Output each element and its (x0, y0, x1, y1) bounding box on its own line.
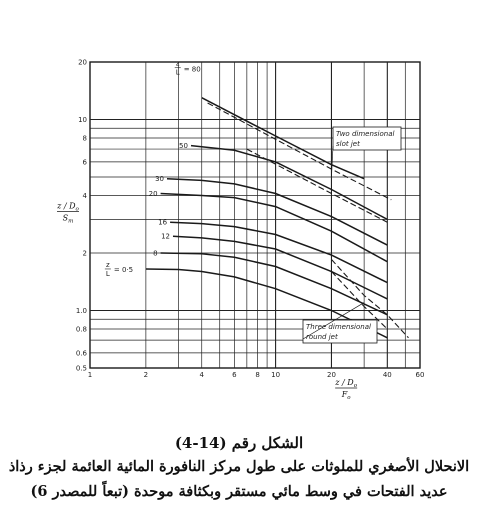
series-line (170, 222, 387, 282)
caption-line-2: عديد الفتحات في وسط مائي مستقر وبكثافة موحدة (تبعاً للمصدر 6) (30, 483, 448, 500)
reference-dashed-line (208, 103, 395, 200)
y-axis-label-numerator: z / $D_o$ (57, 201, 79, 213)
series-label: 8 (153, 249, 158, 258)
x-tick-label: 2 (143, 371, 149, 379)
series-label: 50 (179, 142, 188, 151)
axis-labels (56, 201, 358, 401)
data-series (114, 66, 387, 338)
y-tick-label: 1.0 (75, 307, 87, 316)
round-jet-label-line-1: Three dimensional (306, 323, 371, 331)
series-label: = 80 (183, 65, 201, 74)
series-label: = 0·5 (113, 265, 134, 274)
x-tick-label: 1 (87, 371, 93, 379)
figure-caption (0, 430, 478, 521)
y-tick-label: 4 (82, 192, 87, 201)
y-tick-label: 20 (78, 58, 87, 67)
x-tick-label: 6 (232, 371, 237, 379)
series-label: 16 (158, 218, 168, 227)
series-label: 20 (148, 189, 158, 198)
x-axis-label-numerator: z / $D_o$ (335, 378, 358, 389)
ratio-numerator-bottom: z (106, 260, 110, 269)
x-axis-label-denominator: $F_o$ (341, 390, 351, 401)
y-axis-label-denominator: $S_m$ (62, 213, 74, 225)
y-tick-label: 0.5 (75, 364, 87, 373)
ratio-numerator-top: z (175, 59, 180, 68)
slot-jet-label-line-1: Two dimensional (336, 130, 395, 138)
y-tick-label: 8 (82, 134, 87, 143)
caption-line-1: الانحلال الأصغري للملوثات على طول مركز النافورة المائية العائمة لجزء رذاذ (8, 458, 470, 475)
y-tick-label: 0.6 (75, 349, 87, 358)
y-tick-label: 6 (82, 158, 87, 167)
figure-number: الشكل رقم (14-4) (174, 434, 304, 452)
x-tick-label: 10 (271, 371, 281, 379)
ratio-denominator-top: L (175, 68, 180, 77)
series-label: 30 (155, 175, 165, 184)
x-tick-label: 8 (255, 371, 260, 379)
round-jet-label-line-2: round jet (306, 333, 338, 341)
ratio-denominator-bottom: L (105, 269, 110, 278)
x-tick-label: 20 (326, 371, 336, 379)
x-tick-label: 4 (199, 371, 204, 379)
series-label: 12 (161, 232, 170, 241)
y-tick-label: 0.8 (75, 325, 87, 334)
slot-jet-label-line-2: slot jet (336, 140, 360, 148)
x-tick-label: 40 (382, 371, 392, 379)
y-tick-label: 2 (82, 249, 87, 258)
x-tick-label: 60 (415, 371, 425, 379)
y-tick-label: 10 (78, 115, 87, 124)
